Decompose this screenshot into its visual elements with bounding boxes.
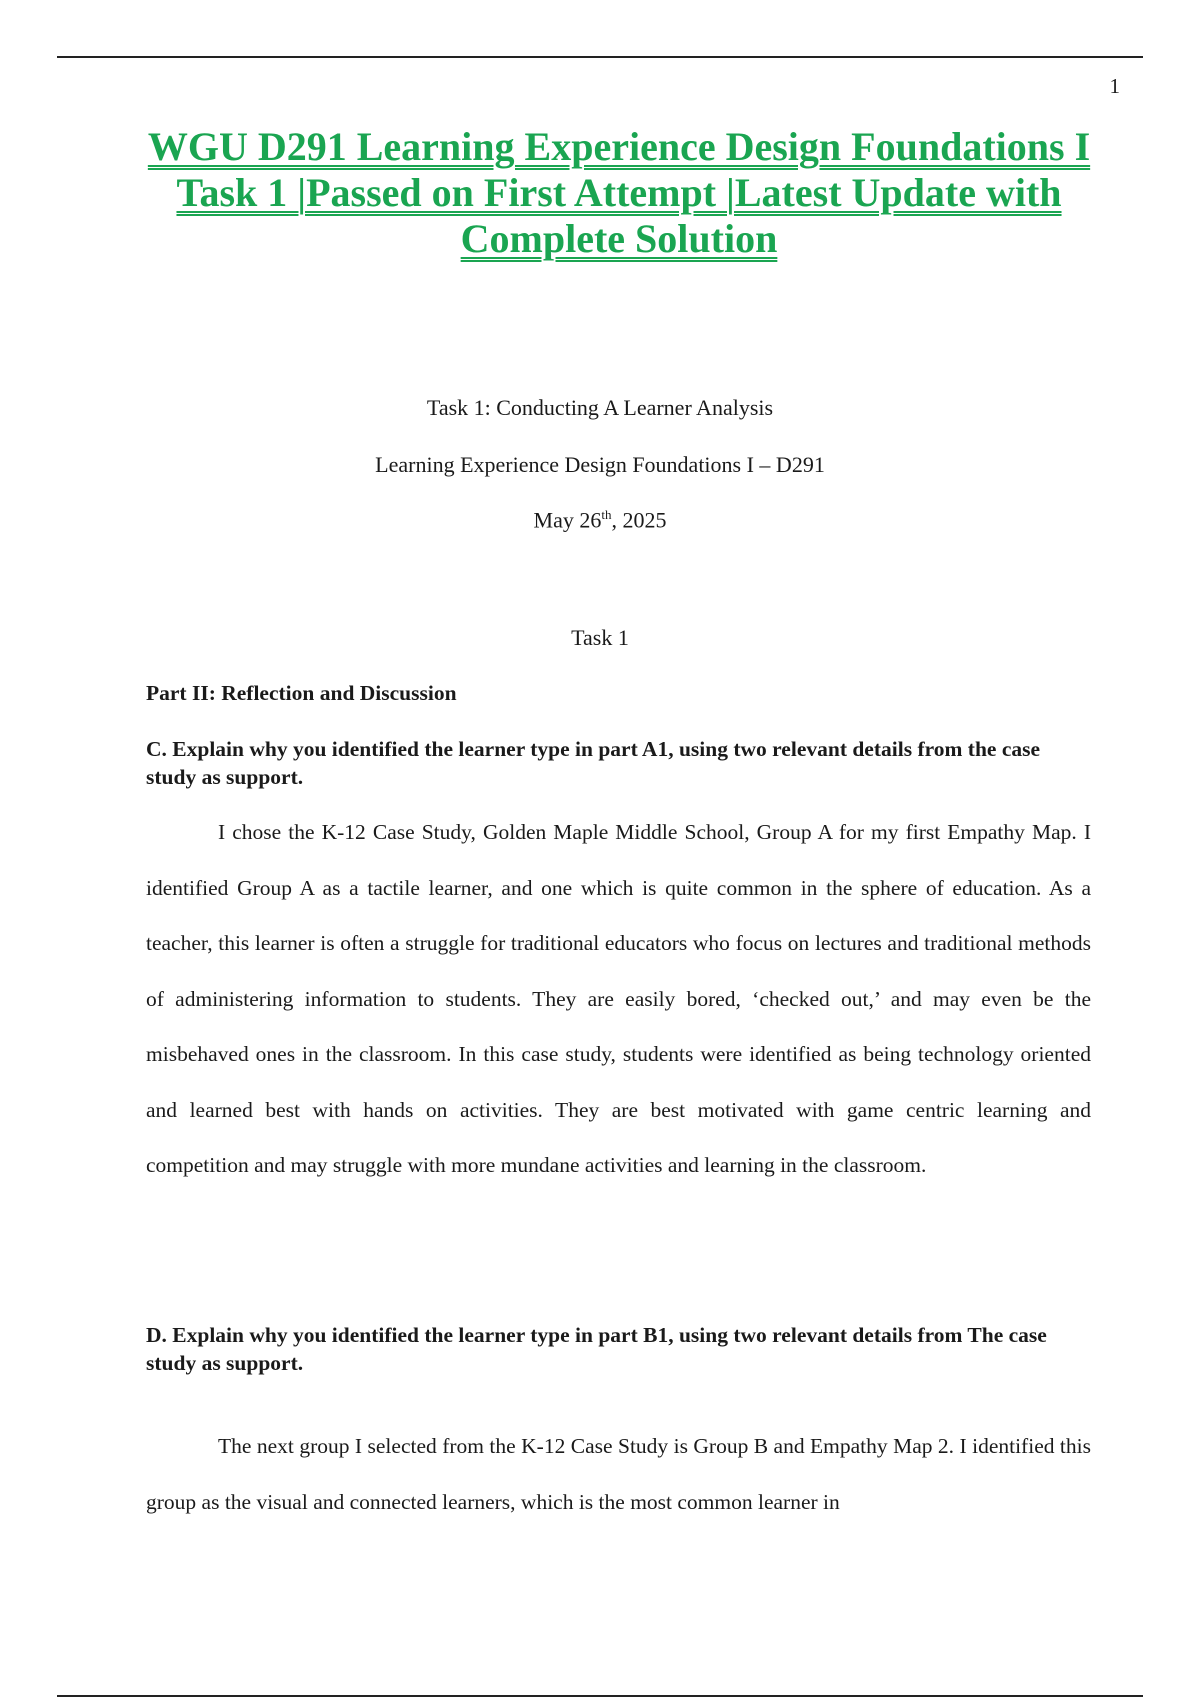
document-title[interactable]	[130, 124, 1108, 262]
document-title-link[interactable]: WGU D291 Learning Experience Design Foundations I Task 1 |Passed on First Attempt |Latest Update with Complete Solution	[147, 124, 1091, 261]
section-c-heading: C. Explain why you identified the learner type in part A1, using two relevant details from the case study as support.	[146, 737, 1041, 789]
date-month-day: May 26	[533, 507, 602, 533]
course-name: Learning Experience Design Foundations I – D291	[375, 452, 825, 477]
section-d-heading: D. Explain why you identified the learner type in part B1, using two relevant details from The case study as support.	[146, 1323, 1047, 1375]
section-d-paragraph: The next group I selected from the K-12 Case Study is Group B and Empathy Map 2. I identified this group as the visual and connected learners, which is the most common learner in	[146, 1434, 1091, 1514]
header-rule	[57, 56, 1143, 58]
task-title: Task 1: Conducting A Learner Analysis	[426, 395, 774, 420]
document-date	[0, 507, 1200, 533]
date-year: , 2025	[611, 507, 667, 533]
task-label: Task 1	[571, 625, 629, 650]
section-c-paragraph: I chose the K-12 Case Study, Golden Maple Middle School, Group A for my first Empathy Map. I identified Group A as a tactile learner, and one which is quite common in the sphere of education. As a teacher, this learner is often a struggle for traditional educators who focus on lectures and traditional methods of administering information to students. They are easily bored, ‘checked out,’ and may even be the misbehaved ones in the classroom. In this case study, students were identified as being technology oriented and learned best with hands on activities. They are best motivated with game centric learning and competition and may struggle with more mundane activities and learning in the classroom.	[146, 820, 1091, 1177]
page-number: 1	[1109, 74, 1120, 98]
date-ordinal-suffix: th	[601, 507, 612, 522]
part-heading: Part II: Reflection and Discussion	[146, 681, 457, 705]
footer-rule	[57, 1695, 1143, 1697]
